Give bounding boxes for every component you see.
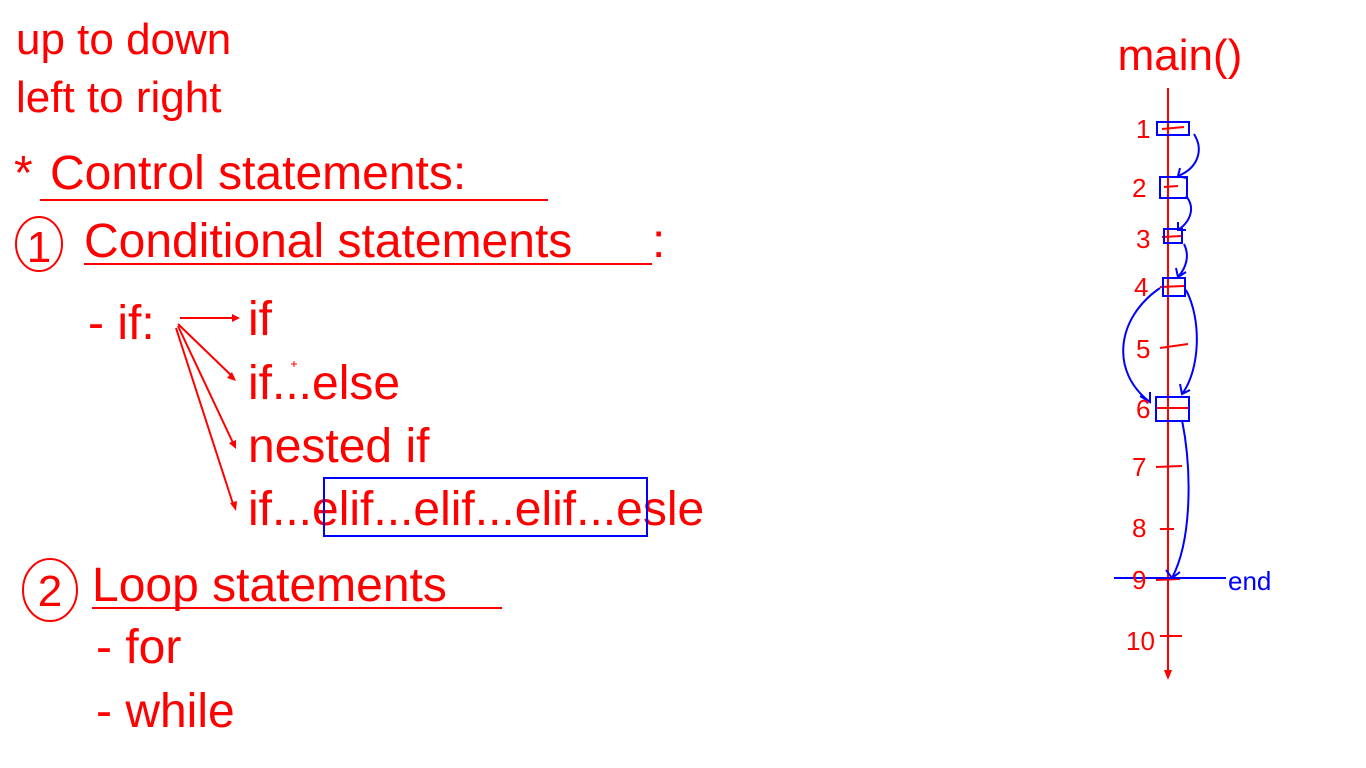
heading-control-statements: Control statements: xyxy=(50,147,467,200)
elif-prefix: if... xyxy=(248,483,313,536)
arrowhead-icon xyxy=(232,314,240,322)
arrow-to-if-else xyxy=(178,324,234,378)
flow-line-number: 2 xyxy=(1132,173,1147,203)
note-up-to-down: up to down xyxy=(16,15,232,64)
flow-line-number: 3 xyxy=(1136,224,1151,254)
heading-conditional-statements: Conditional statements xyxy=(84,215,573,268)
arrow-to-nested-if xyxy=(178,326,234,445)
bullet-star: * xyxy=(14,147,33,200)
flow-line-number: 5 xyxy=(1136,334,1151,364)
flow-axis-arrowhead-icon xyxy=(1164,670,1172,680)
elif-suffix: ...esle xyxy=(576,483,705,536)
note-left-to-right: left to right xyxy=(16,73,222,122)
circle-number-1-text: 1 xyxy=(26,223,52,272)
if-variant-nested-if: nested if xyxy=(248,420,430,473)
elif-highlight-box xyxy=(324,478,647,536)
elif-boxed-text: elif...elif...elif xyxy=(312,483,577,536)
heading-conditional-colon: : xyxy=(652,215,666,268)
flow-line-number: 1 xyxy=(1136,114,1151,144)
flow-line-number: 4 xyxy=(1134,272,1149,302)
flow-line-number: 7 xyxy=(1132,452,1147,482)
loop-item-for: - for xyxy=(96,621,182,674)
if-variant-if-else: if...else xyxy=(248,357,401,410)
flow-line-number: 9 xyxy=(1132,565,1147,595)
heading-loop-statements: Loop statements xyxy=(92,559,447,612)
arrowhead-icon xyxy=(230,501,237,511)
if-variant-if: if xyxy=(248,293,272,346)
flow-line-number: 8 xyxy=(1132,513,1147,543)
circle-number-2-text: 2 xyxy=(37,567,63,616)
flow-line-number: 6 xyxy=(1136,394,1151,424)
loop-item-while: - while xyxy=(96,685,235,738)
flow-title: main() xyxy=(1117,31,1243,80)
arrow-to-elif-chain xyxy=(176,328,234,507)
flow-end-label: end xyxy=(1228,566,1272,596)
flow-line-number: 10 xyxy=(1126,626,1155,656)
if-label: - if: xyxy=(88,297,155,350)
